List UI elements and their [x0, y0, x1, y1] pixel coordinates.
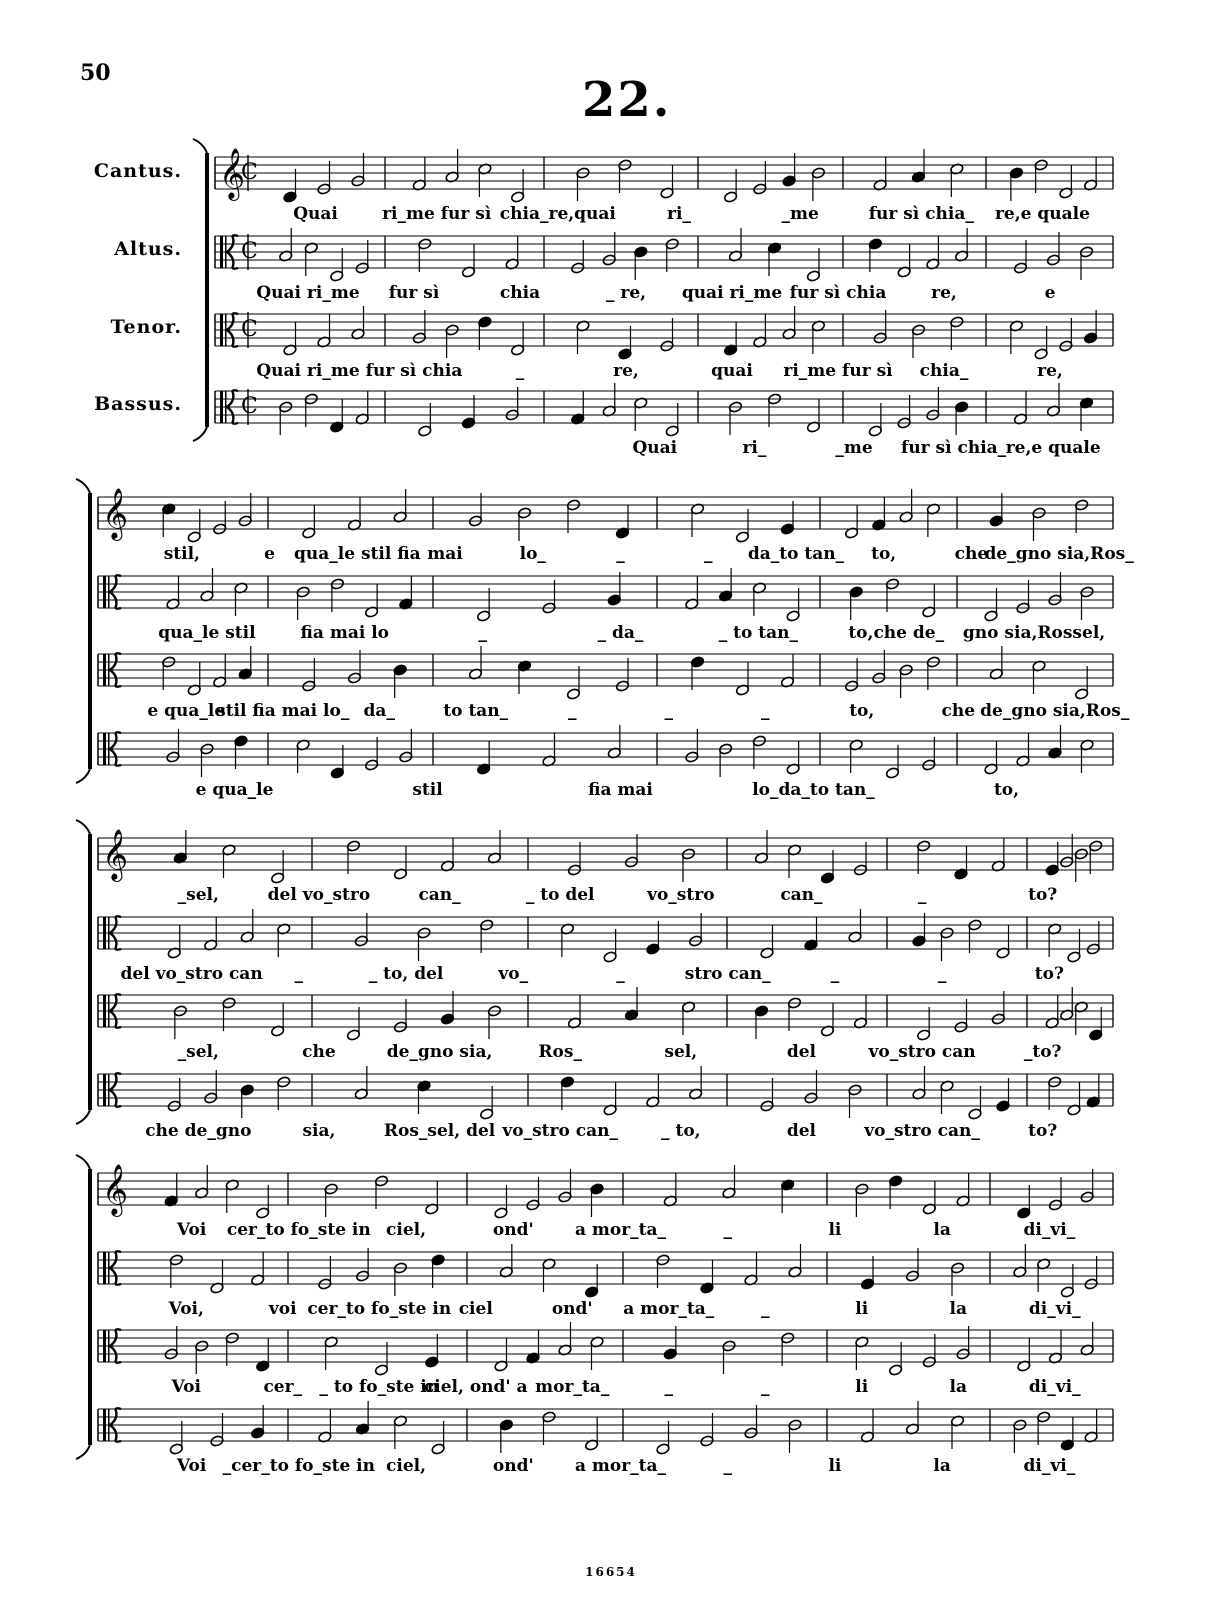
- lyric-word: fur sì chia: [365, 361, 463, 381]
- lyric-word: to?: [1028, 1121, 1058, 1141]
- c-clef-bar: [220, 236, 223, 268]
- lyric-word: _sel,: [177, 885, 219, 905]
- c-clef-bar: [103, 654, 106, 686]
- lyric-word: ciel,: [386, 1456, 427, 1476]
- lyric-word: a mor_ta_: [574, 1456, 667, 1476]
- bracket-hook-top: [76, 479, 90, 493]
- lyric-word: ri_me fur sì: [783, 361, 893, 381]
- lyric-word: Voi: [176, 1456, 207, 1476]
- voice-label-bassus: Bassus.: [94, 393, 182, 415]
- lyric-word: Voi,: [168, 1299, 204, 1319]
- lyric-word: lo_: [519, 544, 546, 564]
- lyric-word: to,che de_: [848, 623, 945, 643]
- lyric-word: fia mai lo: [300, 623, 390, 643]
- lyric-word: de_gno sia,Ros_: [980, 701, 1130, 721]
- lyric-word: di_vi_: [1028, 1377, 1081, 1397]
- page-number: 50: [80, 60, 111, 86]
- lyric-word: ri_: [742, 438, 767, 458]
- lyric-word: _: [761, 1377, 770, 1397]
- c-clef-bar: [108, 1330, 110, 1362]
- c-clef-bar: [225, 391, 227, 423]
- lyric-word: e qua_le: [195, 780, 274, 800]
- lyric-word: Voi: [176, 1220, 207, 1240]
- lyric-word: ciel, ond' a: [423, 1377, 528, 1397]
- lyric-word: Quai ri_me: [256, 361, 360, 381]
- lyric-word: _ to fo_ste in: [319, 1377, 440, 1397]
- c-clef-bar: [103, 576, 106, 608]
- bracket-hook-top: [76, 1155, 90, 1169]
- c-clef-bar: [103, 733, 106, 765]
- lyric-word: _: [664, 1377, 673, 1397]
- lyric-word: quai: [711, 361, 753, 381]
- lyric-word: _ da_: [597, 623, 644, 643]
- lyric-word: to tan_: [443, 701, 509, 721]
- lyric-word: vo_: [498, 964, 529, 984]
- lyric-word: la: [949, 1377, 967, 1397]
- lyric-word: lo_da_to tan_: [752, 780, 875, 800]
- lyric-word: chia_re,quai: [499, 204, 616, 224]
- lyric-word: vo_stro can_: [864, 1121, 980, 1141]
- c-clef-bar: [103, 1330, 106, 1362]
- lyric-word: _ to,: [661, 1121, 701, 1141]
- lyric-word: ciel: [458, 1299, 493, 1319]
- lyric-word: _: [568, 701, 577, 721]
- lyric-word: _ to, del: [368, 964, 444, 984]
- lyric-word: _: [723, 1456, 732, 1476]
- lyric-word: del vo_stro can: [120, 964, 263, 984]
- lyric-word: re,e quale: [994, 204, 1090, 224]
- lyric-word: _: [703, 544, 713, 564]
- lyric-word: ri_: [667, 204, 691, 224]
- lyric-word: ond': [492, 1456, 534, 1476]
- lyric-word: to,: [993, 780, 1020, 800]
- treble-clef: 𝄞: [219, 148, 246, 199]
- lyric-word: fur sì chia_: [868, 204, 974, 224]
- lyric-word: chia: [499, 283, 541, 303]
- c-clef-bar: [103, 1409, 106, 1441]
- lyric-word: _to?: [1023, 1042, 1062, 1062]
- lyric-word: _me: [781, 204, 819, 224]
- lyric-word: _: [616, 964, 625, 984]
- bracket-hook-top: [76, 820, 90, 834]
- lyric-word: _: [515, 361, 525, 381]
- lyric-word: _ to del: [525, 885, 595, 905]
- bracket-hook-bottom: [193, 427, 207, 441]
- bracket-hook-bottom: [76, 769, 90, 783]
- lyric-word: che de_gno: [145, 1121, 252, 1141]
- lyric-word: ciel,: [386, 1220, 427, 1240]
- c-clef-bar: [103, 1074, 106, 1106]
- c-clef-bar: [108, 1252, 110, 1284]
- lyric-word: _: [664, 701, 673, 721]
- plate-number: 16654: [585, 1565, 637, 1579]
- lyric-word: e: [264, 544, 276, 564]
- lyric-word: can_: [418, 885, 461, 905]
- c-clef-bar: [103, 1252, 106, 1284]
- lyric-word: re,: [931, 283, 957, 303]
- lyric-word: ond': [492, 1220, 534, 1240]
- lyric-word: che: [941, 701, 976, 721]
- lyric-word: Ros_sel, del: [383, 1121, 496, 1141]
- lyric-word: qua_le stil: [158, 623, 256, 643]
- c-clef-bar: [225, 314, 227, 346]
- voice-label-altus: Altus.: [114, 238, 182, 260]
- time-signature: C: [241, 394, 258, 419]
- lyric-word: li: [855, 1377, 869, 1397]
- lyric-word: stil,: [163, 544, 200, 564]
- bracket-hook-bottom: [76, 1445, 90, 1459]
- lyric-word: di_vi_: [1023, 1220, 1076, 1240]
- lyric-word: de_gno sia,Ros_: [984, 544, 1134, 564]
- bracket-hook-top: [193, 139, 207, 153]
- lyric-word: stil: [412, 780, 443, 800]
- treble-clef: 𝄞: [102, 488, 129, 539]
- lyric-word: Quai: [293, 204, 338, 224]
- lyric-word: di_vi_: [1028, 1299, 1081, 1319]
- lyric-word: _: [761, 701, 770, 721]
- lyric-word: chia_: [919, 361, 969, 381]
- lyric-word: _ re,: [605, 283, 647, 303]
- lyric-word: e qua_le: [147, 701, 226, 721]
- lyric-word: mai: [427, 544, 463, 564]
- lyric-word: _: [616, 544, 625, 564]
- lyric-word: che: [302, 1042, 336, 1062]
- time-signature: C: [241, 239, 258, 264]
- lyric-word: la: [949, 1299, 967, 1319]
- lyric-word: li: [855, 1299, 869, 1319]
- piece-number: 22.: [582, 72, 672, 128]
- lyric-word: to,: [849, 701, 875, 721]
- lyric-word: re,: [1037, 361, 1063, 381]
- c-clef-bar: [108, 917, 110, 949]
- voice-label-cantus: Cantus.: [93, 160, 182, 182]
- lyric-word: vo_stro: [647, 885, 715, 905]
- c-clef-bar: [103, 995, 106, 1027]
- lyric-word: sia,: [302, 1121, 336, 1141]
- lyric-word: la: [933, 1220, 951, 1240]
- lyric-word: da_: [363, 701, 395, 721]
- lyric-word: li: [828, 1220, 842, 1240]
- lyric-word: e: [1044, 283, 1056, 303]
- lyric-word: voi: [268, 1299, 297, 1319]
- lyric-word: quai ri_me: [681, 283, 783, 303]
- lyric-word: di_vi_: [1023, 1456, 1076, 1476]
- lyric-word: to?: [1028, 885, 1058, 905]
- lyric-word: Quai ri_me: [256, 283, 360, 303]
- c-clef-bar: [108, 654, 110, 686]
- lyric-word: _: [761, 1299, 770, 1319]
- lyric-word: da_to tan_: [747, 544, 845, 564]
- voice-label-tenor: Tenor.: [110, 316, 182, 338]
- time-signature: C: [241, 317, 258, 342]
- lyric-word: re,e quale: [1005, 438, 1101, 458]
- c-clef-bar: [225, 236, 227, 268]
- c-clef-bar: [108, 576, 110, 608]
- c-clef-bar: [220, 391, 223, 423]
- lyric-word: gno sia,Rossel,: [962, 623, 1106, 643]
- lyric-word: _: [478, 623, 487, 643]
- lyric-word: fur sì chia_: [901, 438, 1007, 458]
- lyric-word: stro can_: [684, 964, 771, 984]
- lyric-word: de_gno sia,: [386, 1042, 493, 1062]
- lyric-word: del vo_stro: [267, 885, 371, 905]
- c-clef-bar: [220, 314, 223, 346]
- lyric-word: _sel,: [177, 1042, 219, 1062]
- lyric-word: del: [786, 1042, 817, 1062]
- lyric-word: Voi: [171, 1377, 201, 1397]
- lyric-word: _: [830, 964, 840, 984]
- lyric-word: qua_le stil fia: [294, 544, 421, 564]
- lyric-word: _: [723, 1220, 732, 1240]
- lyric-word: sel,: [664, 1042, 698, 1062]
- lyric-word: can_: [780, 885, 823, 905]
- lyric-word: mor_ta_: [535, 1377, 610, 1397]
- treble-clef: 𝄞: [102, 829, 129, 880]
- lyric-word: cer_: [263, 1377, 303, 1397]
- c-clef-bar: [108, 733, 110, 765]
- lyric-word: _ to tan_: [718, 623, 798, 643]
- lyric-word: vo_stro can_: [502, 1121, 618, 1141]
- lyric-word: a mor_ta_: [623, 1299, 715, 1319]
- c-clef-bar: [108, 1409, 110, 1441]
- lyric-word: Ros_: [538, 1042, 582, 1062]
- lyric-word: fia mai: [588, 780, 653, 800]
- lyric-word: vo_stro can: [868, 1042, 976, 1062]
- lyric-word: a mor_ta_: [574, 1220, 667, 1240]
- lyric-word: _cer_to fo_ste in: [222, 1456, 376, 1476]
- c-clef-bar: [108, 995, 110, 1027]
- lyric-word: _: [917, 885, 927, 905]
- lyric-word: _me: [835, 438, 873, 458]
- c-clef-bar: [108, 1074, 110, 1106]
- lyric-word: fur sì: [388, 283, 440, 303]
- treble-clef: 𝄞: [102, 1164, 129, 1215]
- lyric-word: to,: [871, 544, 897, 564]
- lyric-word: la: [933, 1456, 951, 1476]
- lyric-word: che: [954, 544, 989, 564]
- lyric-word: fur sì chia: [789, 283, 887, 303]
- lyric-word: ond': [551, 1299, 593, 1319]
- lyric-word: to?: [1034, 964, 1064, 984]
- lyric-word: re,: [613, 361, 639, 381]
- c-clef-bar: [103, 917, 106, 949]
- lyric-word: cer_to fo_ste in: [226, 1220, 371, 1240]
- lyric-word: _: [294, 964, 304, 984]
- lyric-word: Quai: [632, 438, 678, 458]
- bracket-hook-bottom: [76, 1110, 90, 1124]
- lyric-word: cer_to fo_ste in: [307, 1299, 452, 1319]
- lyric-word: li: [828, 1456, 842, 1476]
- lyric-word: _: [937, 964, 947, 984]
- lyric-word: del: [786, 1121, 817, 1141]
- lyric-word: ri_me fur sì: [382, 204, 492, 224]
- lyric-word: stil fia mai lo_: [216, 701, 350, 721]
- time-signature: C: [241, 160, 258, 185]
